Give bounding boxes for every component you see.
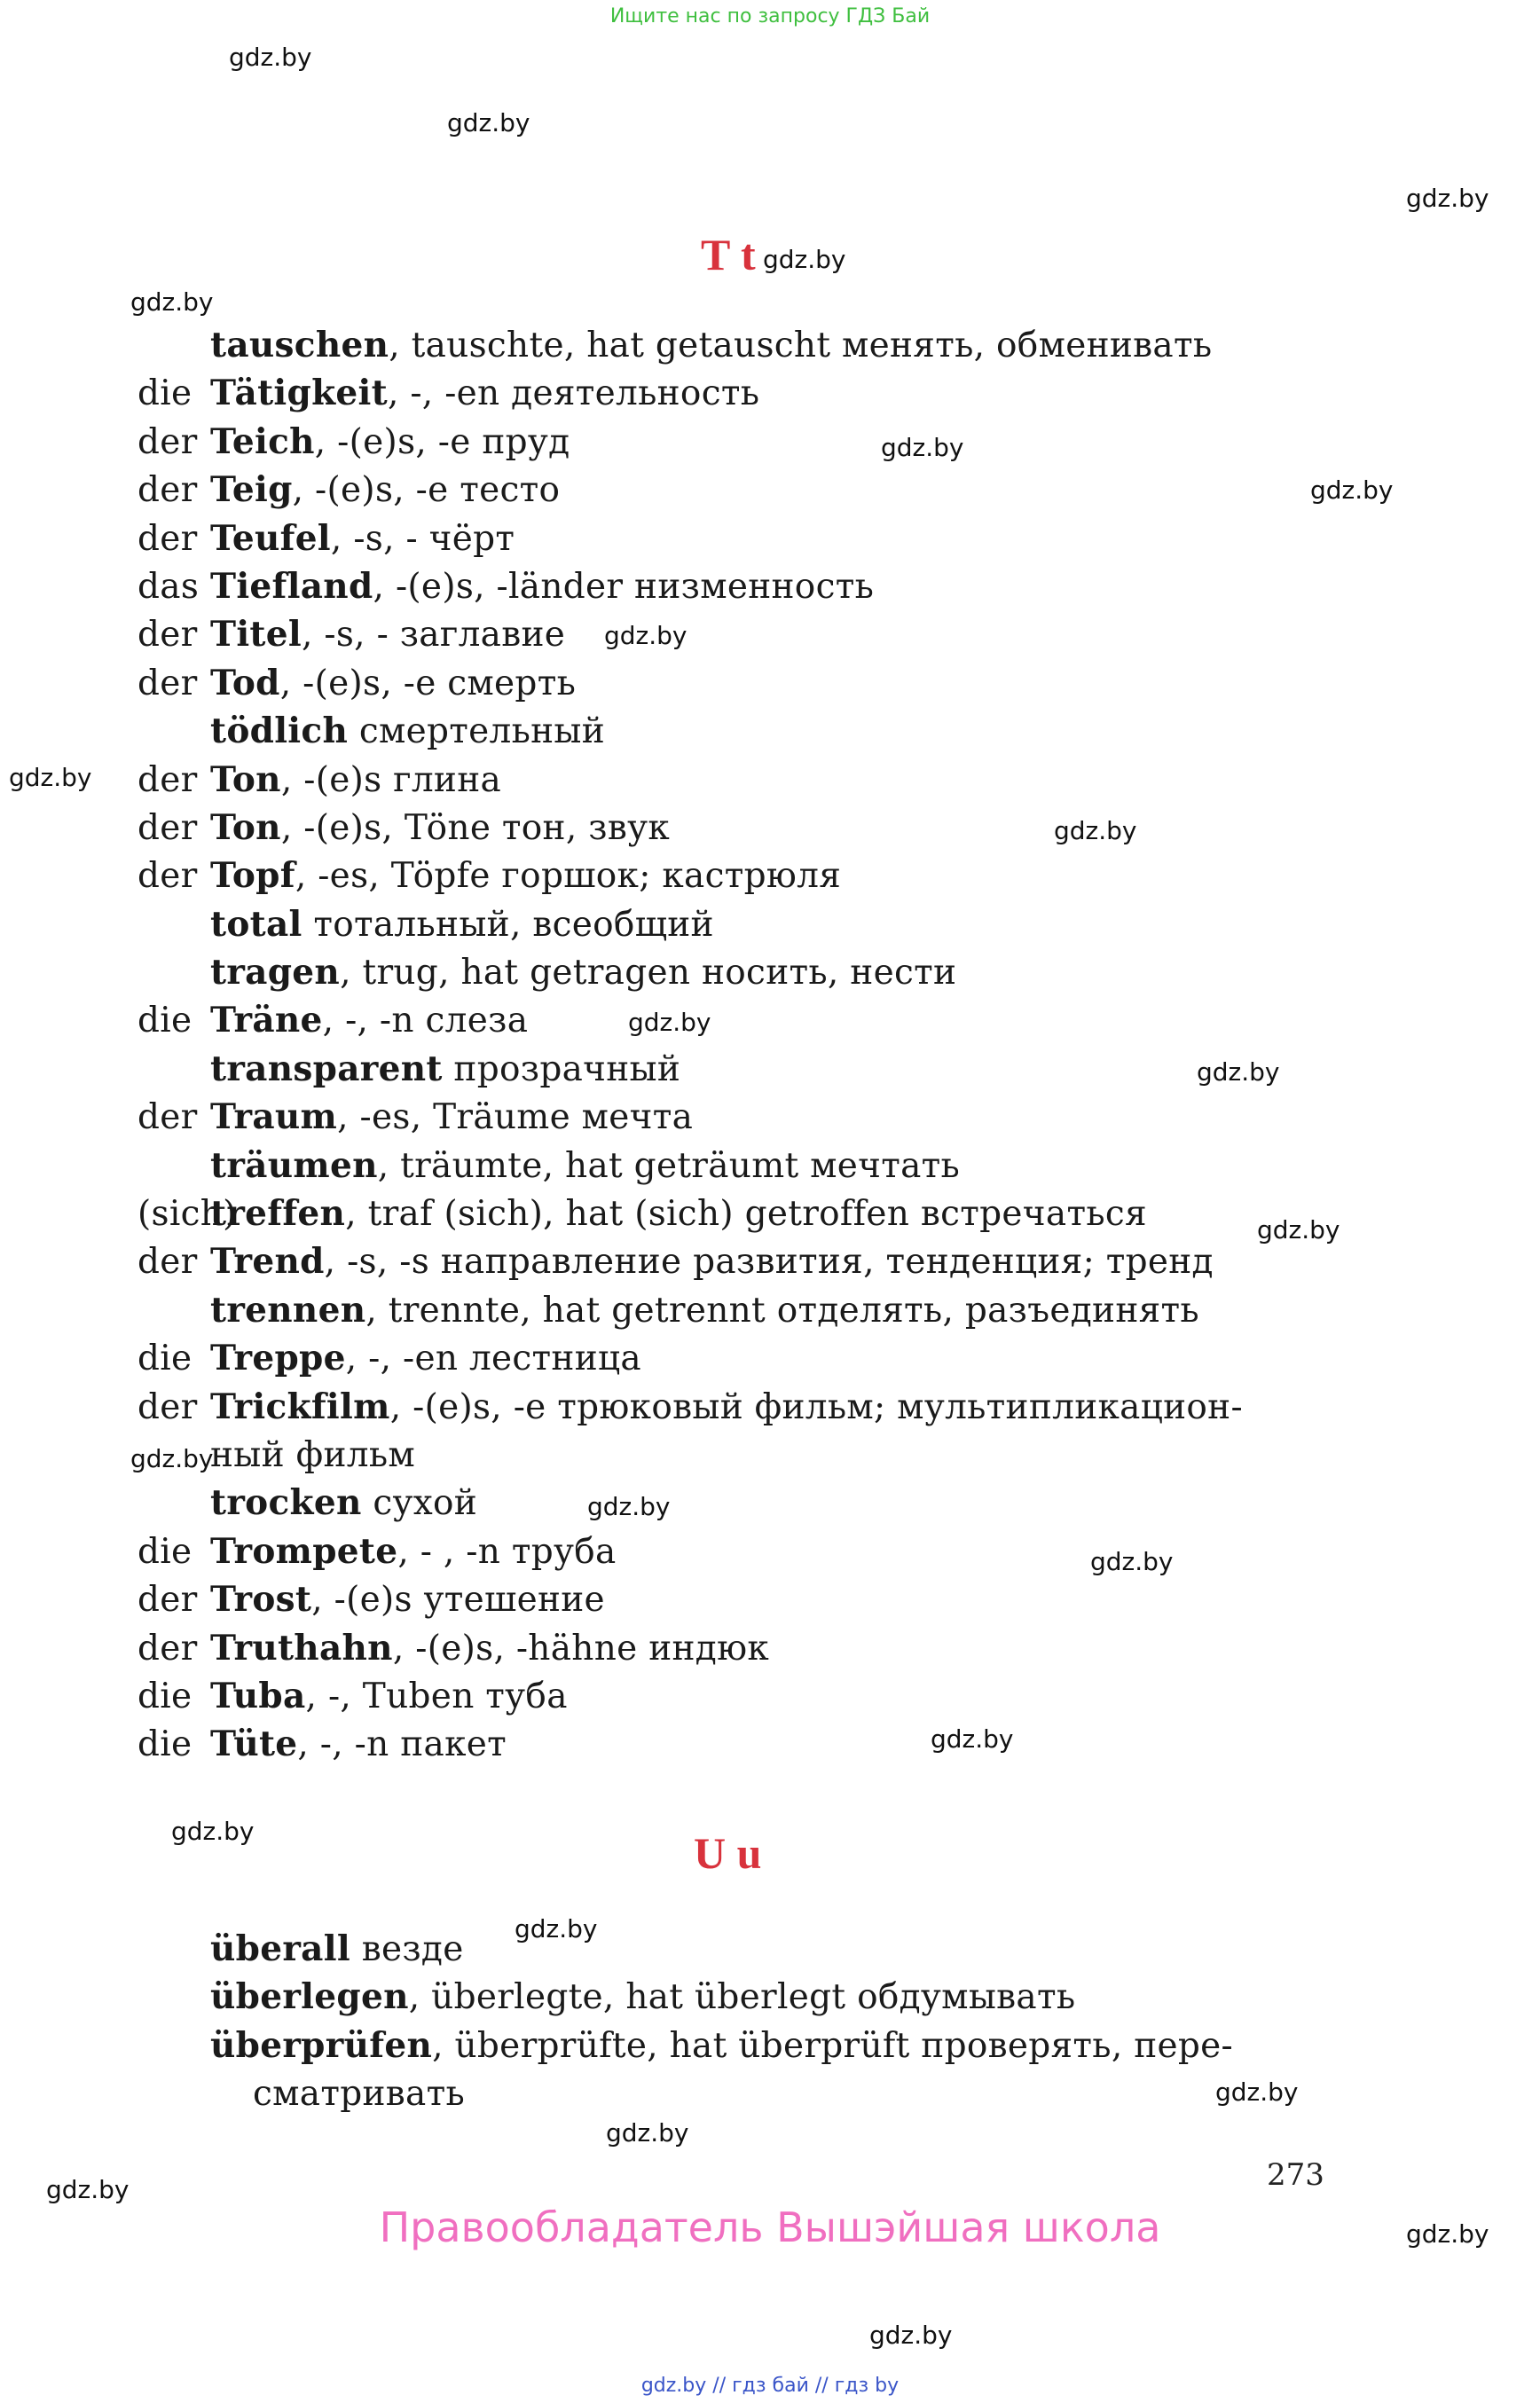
list-item: ный фильм <box>210 1434 415 1475</box>
list-item: der Teich, -(e)s, -e пруд <box>138 420 570 462</box>
list-item: der Teig, -(e)s, -e тесто <box>138 469 561 511</box>
watermark: gdz.by <box>604 621 688 650</box>
watermark: gdz.by <box>763 245 846 274</box>
list-item: der Trend, -s, -s направление развития, тенденция; тренд <box>138 1241 1214 1283</box>
section-heading-u: U u <box>694 1828 762 1878</box>
list-item: der Titel, -s, - заглавие <box>138 614 566 656</box>
list-item: der Teufel, -s, - чёрт <box>138 517 515 559</box>
watermark: gdz.by <box>1054 816 1137 845</box>
list-item: tragen, trug, hat getragen носить, нести <box>210 952 957 993</box>
watermark: gdz.by <box>606 2118 689 2148</box>
list-item: der Trost, -(e)s утешение <box>138 1579 605 1621</box>
watermark: gdz.by <box>447 108 530 137</box>
watermark: gdz.by <box>1090 1547 1174 1576</box>
watermark: gdz.by <box>171 1817 255 1846</box>
dictionary-entries-t <box>138 321 1243 1769</box>
watermark: gdz.by <box>1215 2077 1299 2107</box>
list-item: tödlich смертельный <box>210 711 606 752</box>
list-item: überall везде <box>210 1928 464 1969</box>
list-item: überprüfen, überprüfte, hat überprüft проверять, пере- <box>210 2024 1234 2066</box>
rights-holder: Правообладатель Вышэйшая школа <box>379 2203 1161 2251</box>
watermark: gdz.by <box>46 2175 130 2204</box>
watermark: gdz.by <box>587 1492 671 1521</box>
list-item: der Truthahn, -(e)s, -hähne индюк <box>138 1627 770 1669</box>
watermark: gdz.by <box>869 2321 953 2350</box>
watermark: gdz.by <box>931 1724 1014 1754</box>
watermark: gdz.by <box>1310 475 1394 505</box>
watermark: gdz.by <box>9 763 92 792</box>
watermark: gdz.by <box>1406 2219 1489 2249</box>
watermark: gdz.by <box>130 1444 214 1473</box>
list-item: der Ton, -(e)s, Töne тон, звук <box>138 806 670 848</box>
list-item: tauschen, tauschte, hat getauscht менять, обменивать <box>210 325 1213 365</box>
page-number: 273 <box>1267 2157 1324 2193</box>
list-item: сматривать <box>253 2074 465 2115</box>
list-item: transparent прозрачный <box>210 1048 681 1089</box>
list-item: die Tuba, -, Tuben туба <box>138 1675 568 1716</box>
list-item: trennen, trennte, hat getrennt отделять, разъединять <box>210 1289 1199 1331</box>
list-item: der Tod, -(e)s, -e смерть <box>138 662 577 703</box>
dictionary-entries-u <box>210 1925 1233 2118</box>
watermark: gdz.by <box>1257 1215 1340 1245</box>
footer-links: gdz.by // гдз бай // гдз by <box>640 2375 900 2397</box>
list-item: das Tiefland, -(e)s, -länder низменность <box>138 565 875 607</box>
list-item: der Topf, -es, Töpfe горшок; кастрюля <box>138 855 842 897</box>
list-item: die Träne, -, -n слеза <box>138 1000 529 1041</box>
list-item: der Trickfilm, -(e)s, -e трюковый фильм; мультипликацион- <box>138 1386 1243 1427</box>
list-item: überlegen, überlegte, hat überlegt обдумывать <box>210 1976 1076 2018</box>
top-banner: Ищите нас по запросу ГДЗ Бай <box>609 5 931 27</box>
list-item: trocken сухой <box>210 1482 478 1524</box>
watermark: gdz.by <box>1197 1057 1280 1087</box>
list-item: der Ton, -(e)s глина <box>138 758 502 800</box>
list-item: träumen, träumte, hat geträumt мечтать <box>210 1144 961 1186</box>
watermark: gdz.by <box>130 287 214 317</box>
list-item: (sich)treffen, traf (sich), hat (sich) getroffen встречаться <box>138 1193 1147 1235</box>
watermark: gdz.by <box>881 433 964 462</box>
list-item: die Tüte, -, -n пакет <box>138 1724 507 1765</box>
list-item: die Tätigkeit, -, -en деятельность <box>138 373 760 414</box>
list-item: die Trompete, - , -n труба <box>138 1530 617 1572</box>
list-item: der Traum, -es, Träume мечта <box>138 1096 694 1138</box>
list-item: total тотальный, всеобщий <box>210 903 714 945</box>
list-item: die Treppe, -, -en лестница <box>138 1338 641 1379</box>
watermark: gdz.by <box>628 1008 711 1037</box>
watermark: gdz.by <box>229 43 312 72</box>
section-heading-t: T t <box>701 230 756 279</box>
watermark: gdz.by <box>1406 184 1489 213</box>
watermark: gdz.by <box>515 1914 598 1944</box>
